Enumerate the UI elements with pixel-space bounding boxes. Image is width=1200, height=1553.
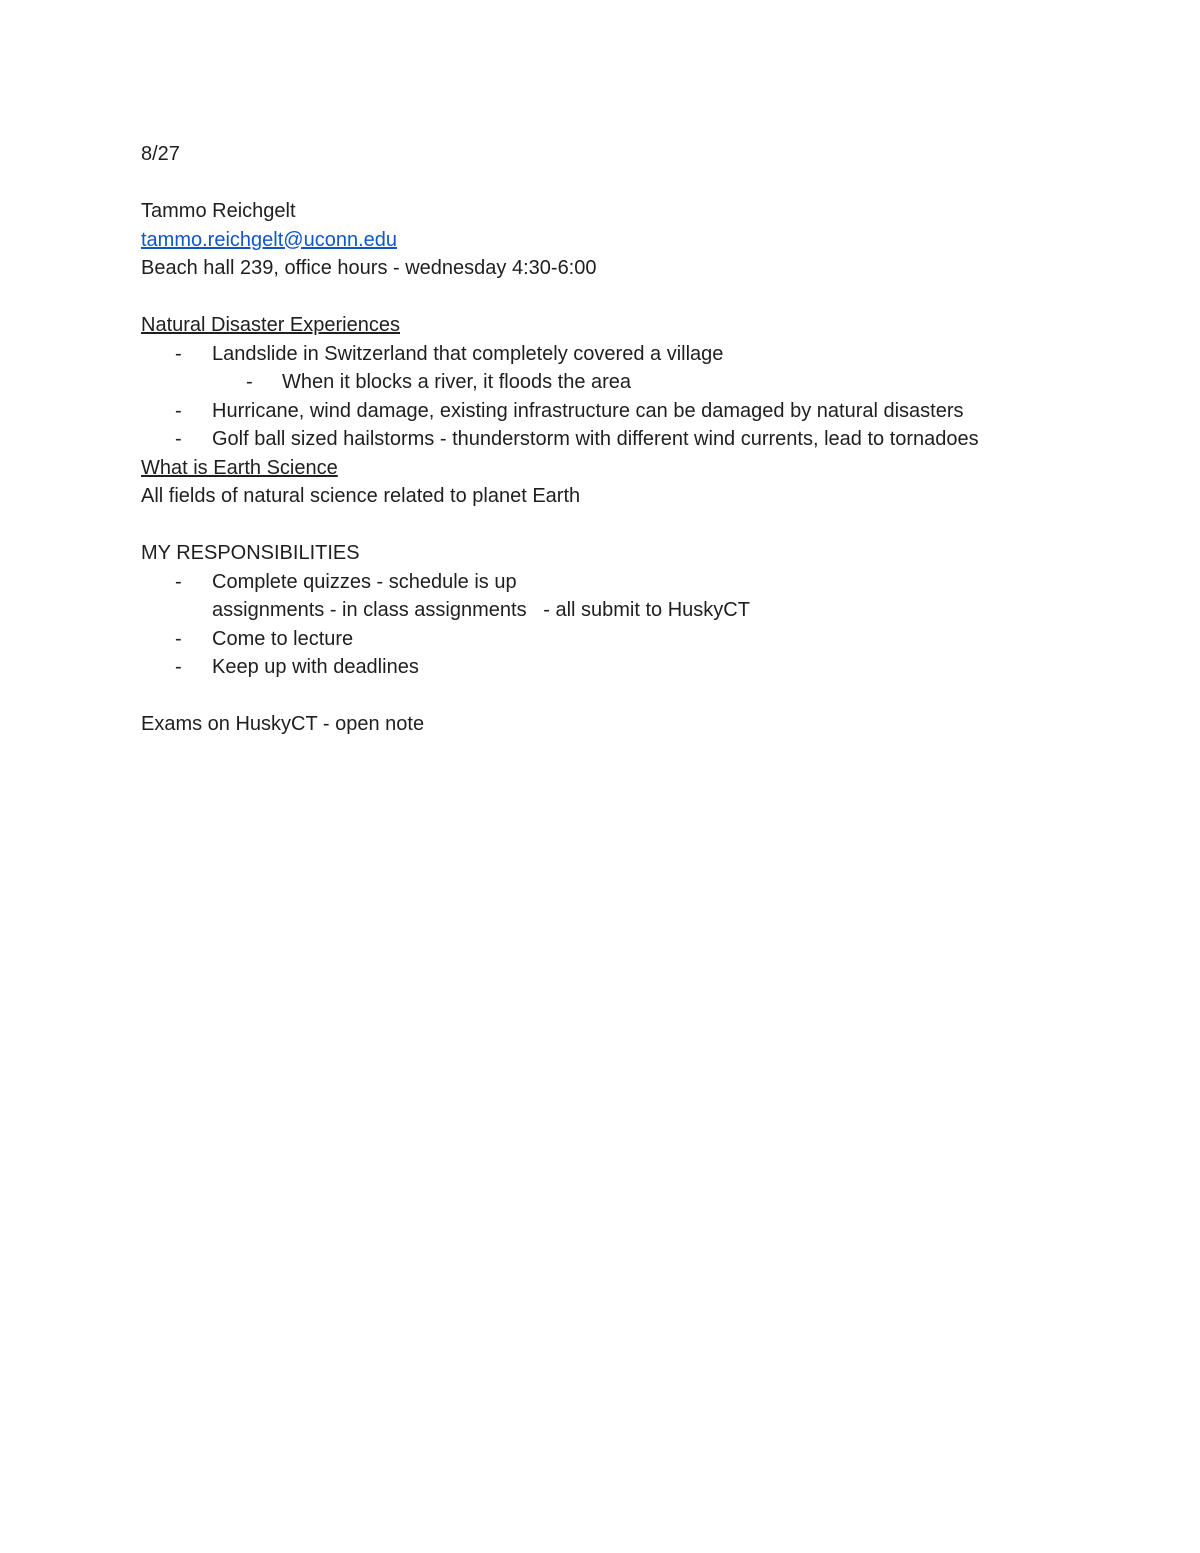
office-hours: Beach hall 239, office hours - wednesday 4:30-6:00 (141, 257, 597, 279)
list-item-nested (141, 368, 1101, 397)
list-item-text: Landslide in Switzerland that completely covered a village (212, 342, 724, 365)
list-item-text: When it blocks a river, it floods the area (282, 371, 632, 393)
list-item-continuation (141, 596, 1101, 625)
instructor-email-link[interactable]: tammo.reichgelt@uconn.edu (141, 228, 397, 251)
list-item-text: Hurricane, wind damage, existing infrastructure can be damaged by natural disasters (212, 399, 964, 422)
natural-disasters-heading: Natural Disaster Experiences (141, 314, 400, 336)
blank-line (141, 169, 1101, 198)
list-item (141, 653, 1101, 682)
blank-line (141, 283, 1101, 312)
bullet-marker: - (175, 428, 182, 450)
list-item (141, 397, 1101, 426)
document-page (141, 140, 1101, 739)
bullet-marker: - (175, 656, 182, 678)
bullet-marker: - (175, 399, 182, 422)
list-item (141, 425, 1101, 454)
date-line: 8/27 (141, 143, 180, 165)
list-item-text: Keep up with deadlines (212, 656, 419, 678)
list-item-text: Come to lecture (212, 627, 354, 650)
bullet-marker: - (246, 371, 253, 393)
list-item-text: assignments - in class assignments - all submit to HuskyCT (212, 599, 750, 621)
blank-line (141, 511, 1101, 540)
earth-science-definition: All fields of natural science related to planet Earth (141, 485, 581, 507)
earth-science-heading-line (141, 454, 1101, 483)
bullet-marker: - (175, 627, 182, 650)
blank-line (141, 682, 1101, 711)
earth-science-heading: What is Earth Science (141, 456, 338, 479)
list-item (141, 340, 1101, 369)
list-item (141, 568, 1101, 597)
instructor-email-line (141, 226, 1101, 255)
instructor-name: Tammo Reichgelt (141, 200, 296, 222)
list-item (141, 625, 1101, 654)
exams-note: Exams on HuskyCT - open note (141, 713, 425, 735)
bullet-marker: - (175, 342, 182, 365)
responsibilities-heading: MY RESPONSIBILITIES (141, 542, 360, 564)
natural-disasters-heading-line (141, 311, 1101, 340)
list-item-text: Golf ball sized hailstorms - thunderstorm with different wind currents, lead to tornadoes (212, 428, 979, 450)
list-item-text: Complete quizzes - schedule is up (212, 570, 517, 593)
bullet-marker: - (175, 570, 182, 593)
